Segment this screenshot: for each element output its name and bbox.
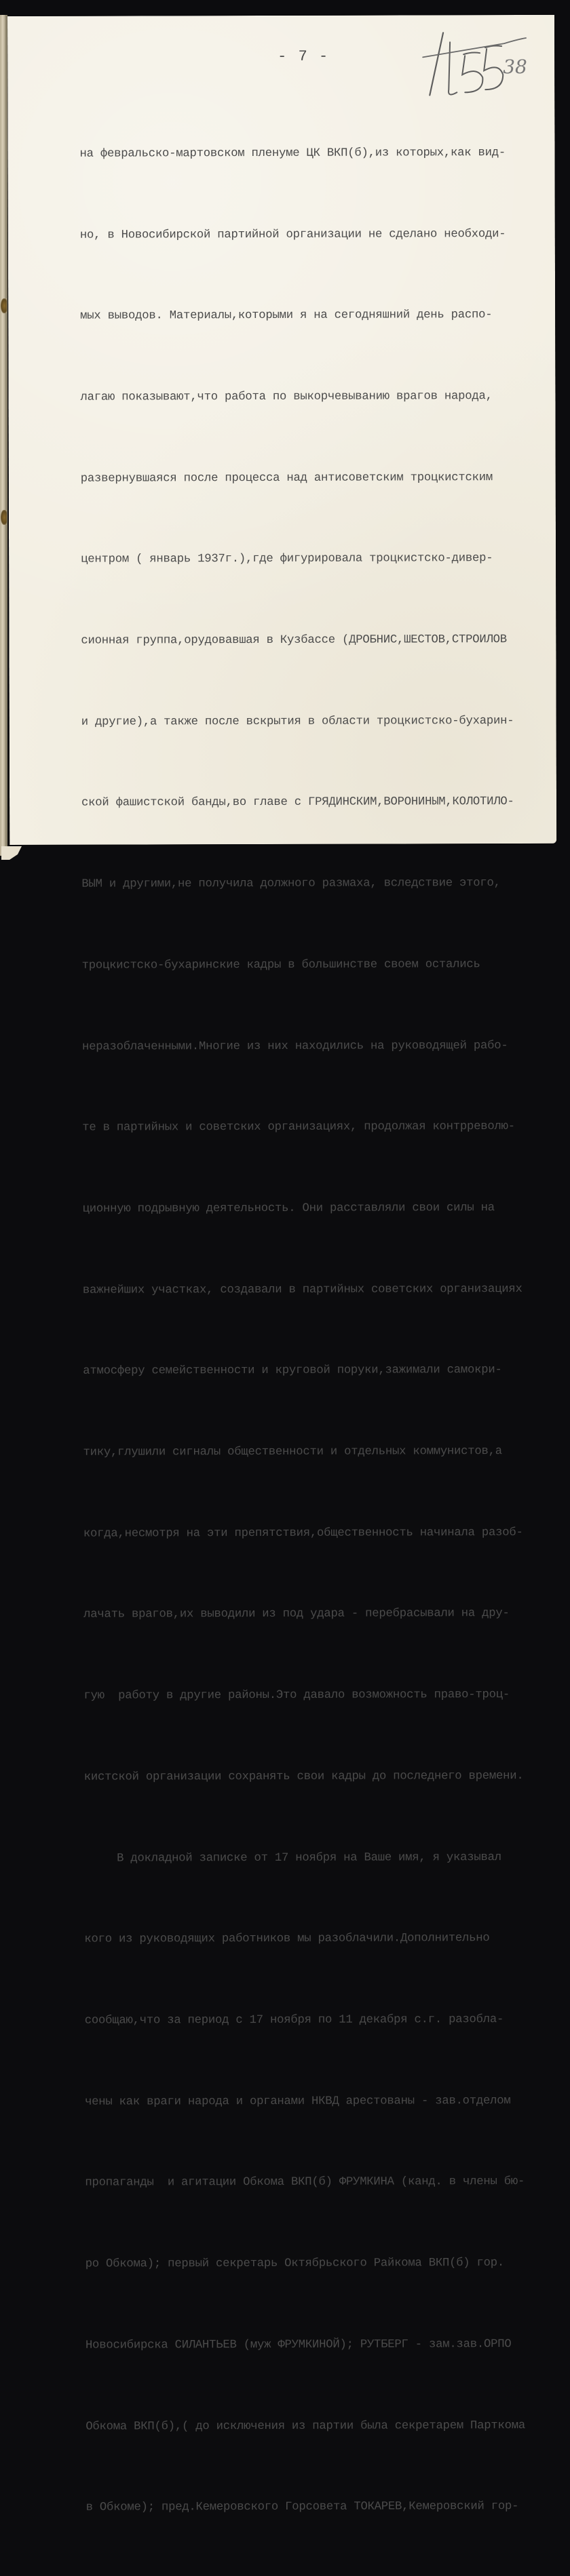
text-line: ционную подрывную деятельность. Они расставляли свои силы на	[82, 1202, 495, 1216]
page-number: - 7 -	[278, 47, 330, 65]
text-line: кистской организации сохранять свои кадры до последнего времени.	[83, 1769, 524, 1784]
text-line: но, в Новосибирской партийной организации не сделано необходи-	[79, 227, 506, 242]
text-line: сионная группа,орудовавшая в Кузбассе (ДРОБНИС,ШЕСТОВ,СТРОИЛОВ	[81, 633, 507, 648]
text-line: гую работу в другие районы.Это давало возможность право-троц-	[83, 1688, 510, 1703]
text-line: Новосибирска СИЛАНТЬЕВ (муж ФРУМКИНОЙ); РУТБЕРГ - зам.зав.ОРПО	[85, 2337, 512, 2352]
text-line: лагаю показывают,что работа по выкорчевыванию врагов народа,	[80, 390, 493, 404]
text-line: когда,несмотря на эти препятствия,общественность начинала разоб-	[83, 1526, 523, 1541]
text-line: Обкома ВКП(б),( до исключения из партии была секретарем Парткома	[86, 2419, 526, 2434]
text-line: неразоблаченными.Многие из них находились на руководящей рабо-	[81, 1039, 508, 1054]
text-line: на февральско-мартовском пленуме ЦК ВКП(б),из которых,как вид-	[79, 146, 506, 161]
text-line: мых выводов. Материалы,которыми я на сегодняшний день распо-	[80, 309, 493, 323]
text-line: важнейших участках, создавали в партийных советских организациях	[82, 1282, 522, 1297]
text-line: в Обкоме); пред.Кемеровского Горсовета ТОКАРЕВ,Кемеровский гор-	[86, 2500, 519, 2514]
text-line: центром ( январь 1937г.),где фигурировала троцкистско-дивер-	[81, 552, 493, 567]
document-body	[79, 85, 561, 2576]
text-line: сообщаю,что за период с 17 ноября по 11 декабря с.г. разобла-	[84, 2013, 504, 2027]
text-line: тику,глушили сигналы общественности и отдельных коммунистов,а	[83, 1445, 502, 1459]
text-line: ро Обкома); первый секретарь Октябрьского Райкома ВКП(б) гор.	[85, 2257, 505, 2271]
text-line: пропаганды и агитации Обкома ВКП(б) ФРУМКИНА (канд. в члены бю-	[85, 2175, 525, 2190]
binding-strip	[0, 15, 5, 856]
page-corner-scrap	[1, 846, 22, 860]
binding-tab	[1, 298, 7, 313]
text-line: развернувшаяся после процесса над антисоветским троцкистским	[80, 471, 493, 486]
svg-text:38: 38	[503, 55, 527, 79]
binding-tab	[1, 510, 7, 525]
text-line: ской фашистской банды,во главе с ГРЯДИНСКИМ,ВОРОНИНЫМ,КОЛОТИЛО-	[81, 795, 514, 810]
paragraph-start-line: В докладной записке от 17 ноября на Ваше имя, я указывал	[117, 1850, 501, 1865]
text-line: чены как враги народа и органами НКВД арестованы - зав.отделом	[85, 2094, 511, 2109]
document-page	[7, 15, 556, 2514]
text-line: те в партийных и советских организациях, продолжая контрреволю-	[82, 1120, 515, 1134]
text-line: троцкистско-бухаринские кадры в большинстве своем остались	[81, 958, 480, 972]
text-line: ВЫМ и другими,не получила должного размаха, вследствие этого,	[81, 877, 501, 891]
text-line: и другие),а также после вскрытия в области троцкистско-бухарин-	[81, 714, 514, 729]
text-line: кого из руководящих работников мы разоблачили.Дополнительно	[84, 1932, 490, 1946]
text-line: лачать врагов,их выводили из под удара - перебрасывали на дру-	[83, 1607, 510, 1622]
text-line: атмосферу семейственности и круговой поруки,зажимали самокри-	[83, 1364, 502, 1379]
